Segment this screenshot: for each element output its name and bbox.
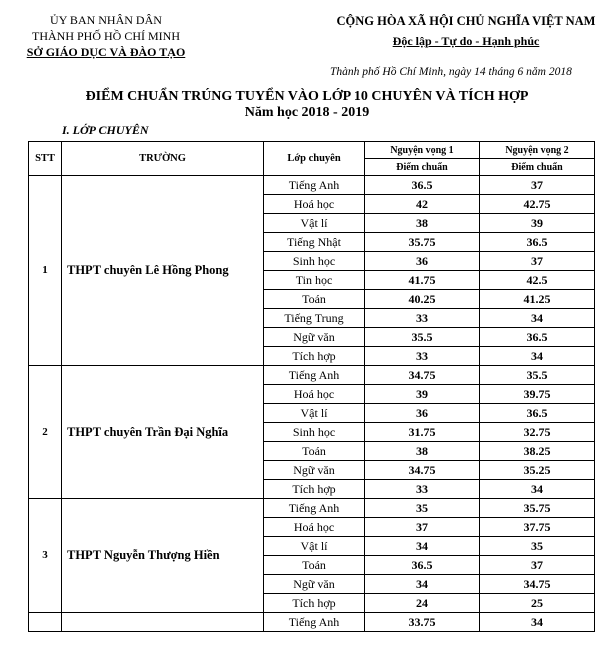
header-class: Lớp chuyên — [264, 142, 365, 176]
nv2-score: 34 — [480, 480, 595, 499]
table-row — [29, 499, 595, 518]
nv2-score: 25 — [480, 594, 595, 613]
school-name: THPT chuyên Lê Hồng Phong — [62, 176, 264, 366]
nv2-score: 34 — [480, 309, 595, 328]
nv2-score: 39.75 — [480, 385, 595, 404]
nv1-score: 31.75 — [365, 423, 480, 442]
class-subject: Hoá học — [264, 518, 365, 537]
nv1-score: 34.75 — [365, 461, 480, 480]
nv1-score: 38 — [365, 442, 480, 461]
class-subject: Tích hợp — [264, 347, 365, 366]
nv1-score: 42 — [365, 195, 480, 214]
school-number — [29, 613, 62, 632]
nv2-score: 37.75 — [480, 518, 595, 537]
header-nv1: Nguyện vọng 1 — [365, 142, 480, 159]
nv1-score: 38 — [365, 214, 480, 233]
class-subject: Vật lí — [264, 214, 365, 233]
nv1-score: 36.5 — [365, 176, 480, 195]
national-motto: Độc lập - Tự do - Hạnh phúc — [392, 34, 540, 48]
table-row — [29, 366, 595, 385]
nv1-score: 36 — [365, 404, 480, 423]
nv1-score: 40.25 — [365, 290, 480, 309]
nv2-score: 35.5 — [480, 366, 595, 385]
table-row — [29, 176, 595, 195]
class-subject: Tiếng Anh — [264, 176, 365, 195]
agency-line-1: ỦY BAN NHÂN DÂN — [50, 13, 162, 27]
nv1-score: 33 — [365, 347, 480, 366]
nv2-score: 35.75 — [480, 499, 595, 518]
nv2-score: 36.5 — [480, 404, 595, 423]
header-stt: STT — [29, 142, 62, 176]
class-subject: Tiếng Anh — [264, 613, 365, 632]
nv1-score: 24 — [365, 594, 480, 613]
section-heading: I. LỚP CHUYÊN — [62, 123, 149, 137]
table-header-row — [29, 142, 595, 159]
nv1-score: 34.75 — [365, 366, 480, 385]
nv2-score: 42.75 — [480, 195, 595, 214]
nv2-score: 34 — [480, 613, 595, 632]
nv1-score: 39 — [365, 385, 480, 404]
department-name: SỞ GIÁO DỤC VÀ ĐÀO TẠO — [26, 45, 186, 59]
class-subject: Ngữ văn — [264, 461, 365, 480]
header-nv2-score: Điểm chuẩn — [480, 159, 595, 176]
nv2-score: 34.75 — [480, 575, 595, 594]
nv1-score: 34 — [365, 575, 480, 594]
school-number: 2 — [29, 366, 62, 499]
nv1-score: 33.75 — [365, 613, 480, 632]
nv1-score: 36.5 — [365, 556, 480, 575]
school-name — [62, 613, 264, 632]
nv2-score: 36.5 — [480, 328, 595, 347]
nv2-score: 39 — [480, 214, 595, 233]
school-number: 3 — [29, 499, 62, 613]
school-name: THPT chuyên Trần Đại Nghĩa — [62, 366, 264, 499]
nv2-score: 37 — [480, 556, 595, 575]
class-subject: Tiếng Nhật — [264, 233, 365, 252]
table-row — [29, 613, 595, 632]
nv2-score: 34 — [480, 347, 595, 366]
class-subject: Toán — [264, 290, 365, 309]
nv1-score: 36 — [365, 252, 480, 271]
document-subtitle: Năm học 2018 - 2019 — [244, 105, 370, 120]
class-subject: Sinh học — [264, 423, 365, 442]
nv2-score: 41.25 — [480, 290, 595, 309]
class-subject: Toán — [264, 442, 365, 461]
nv1-score: 35.5 — [365, 328, 480, 347]
class-subject: Sinh học — [264, 252, 365, 271]
class-subject: Vật lí — [264, 537, 365, 556]
class-subject: Ngữ văn — [264, 328, 365, 347]
class-subject: Hoá học — [264, 195, 365, 214]
header-nv1-score: Điểm chuẩn — [365, 159, 480, 176]
nv2-score: 38.25 — [480, 442, 595, 461]
agency-line-2: THÀNH PHỐ HỒ CHÍ MINH — [32, 29, 180, 43]
class-subject: Hoá học — [264, 385, 365, 404]
nv2-score: 35.25 — [480, 461, 595, 480]
nv1-score: 35 — [365, 499, 480, 518]
class-subject: Ngữ văn — [264, 575, 365, 594]
nv2-score: 35 — [480, 537, 595, 556]
nv2-score: 36.5 — [480, 233, 595, 252]
nv1-score: 35.75 — [365, 233, 480, 252]
document-title: ĐIỂM CHUẨN TRÚNG TUYỂN VÀO LỚP 10 CHUYÊN VÀ TÍCH HỢP — [85, 89, 529, 104]
table-body — [29, 176, 595, 632]
nv1-score: 33 — [365, 480, 480, 499]
score-table — [28, 141, 595, 632]
document-date: Thành phố Hồ Chí Minh, ngày 14 tháng 6 năm 2018 — [330, 66, 572, 78]
header-school: TRƯỜNG — [62, 142, 264, 176]
nv1-score: 41.75 — [365, 271, 480, 290]
country-name: CỘNG HÒA XÃ HỘI CHỦ NGHĨA VIỆT NAM — [336, 14, 596, 28]
nv1-score: 33 — [365, 309, 480, 328]
school-name: THPT Nguyễn Thượng Hiền — [62, 499, 264, 613]
nv2-score: 37 — [480, 176, 595, 195]
class-subject: Tiếng Anh — [264, 366, 365, 385]
class-subject: Toán — [264, 556, 365, 575]
class-subject: Tích hợp — [264, 594, 365, 613]
class-subject: Tiếng Anh — [264, 499, 365, 518]
class-subject: Tiếng Trung — [264, 309, 365, 328]
class-subject: Vật lí — [264, 404, 365, 423]
class-subject: Tích hợp — [264, 480, 365, 499]
nv2-score: 37 — [480, 252, 595, 271]
nv1-score: 37 — [365, 518, 480, 537]
nv2-score: 42.5 — [480, 271, 595, 290]
nv2-score: 32.75 — [480, 423, 595, 442]
school-number: 1 — [29, 176, 62, 366]
header-nv2: Nguyện vọng 2 — [480, 142, 595, 159]
nv1-score: 34 — [365, 537, 480, 556]
class-subject: Tin học — [264, 271, 365, 290]
